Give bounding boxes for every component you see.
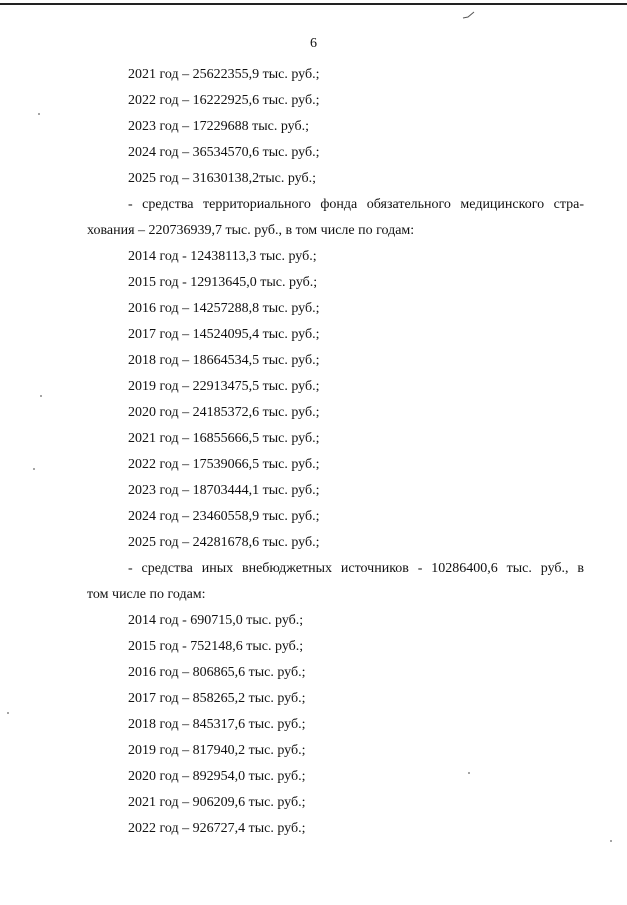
- list-item: 2014 год - 690715,0 тыс. руб.;: [128, 613, 304, 628]
- list-item: 2021 год – 16855666,5 тыс. руб.;: [128, 431, 320, 446]
- list-item: 2015 год - 752148,6 тыс. руб.;: [128, 639, 304, 654]
- list-item: 2020 год – 24185372,6 тыс. руб.;: [128, 405, 320, 420]
- paragraph-other-line-2: том числе по годам:: [87, 587, 206, 602]
- list-item: 2019 год – 817940,2 тыс. руб.;: [128, 743, 306, 758]
- list-item: 2017 год – 858265,2 тыс. руб.;: [128, 691, 306, 706]
- list-item: 2023 год – 17229688 тыс. руб.;: [128, 119, 309, 134]
- scan-speck: [610, 840, 612, 842]
- scan-speck: [40, 395, 42, 397]
- paragraph-tfoms-line-2: хования – 220736939,7 тыс. руб., в том числе по годам:: [87, 223, 415, 238]
- list-item: 2022 год – 16222925,6 тыс. руб.;: [128, 93, 320, 108]
- scan-speck: [7, 712, 9, 714]
- list-item: 2022 год – 926727,4 тыс. руб.;: [128, 821, 306, 836]
- list-item: 2016 год – 806865,6 тыс. руб.;: [128, 665, 306, 680]
- list-item: 2018 год – 18664534,5 тыс. руб.;: [128, 353, 320, 368]
- scan-speck: [468, 772, 470, 774]
- list-item: 2025 год – 24281678,6 тыс. руб.;: [128, 535, 320, 550]
- list-item: 2021 год – 906209,6 тыс. руб.;: [128, 795, 306, 810]
- paragraph-other-line-1: - средства иных внебюджетных источников - 10286400,6 тыс. руб., в: [128, 561, 584, 576]
- scan-speck: [33, 468, 35, 470]
- list-item: 2020 год – 892954,0 тыс. руб.;: [128, 769, 306, 784]
- list-item: 2023 год – 18703444,1 тыс. руб.;: [128, 483, 320, 498]
- list-item: 2024 год – 23460558,9 тыс. руб.;: [128, 509, 320, 524]
- list-item: 2021 год – 25622355,9 тыс. руб.;: [128, 67, 320, 82]
- list-item: 2022 год – 17539066,5 тыс. руб.;: [128, 457, 320, 472]
- list-item: 2016 год – 14257288,8 тыс. руб.;: [128, 301, 320, 316]
- list-item: 2015 год - 12913645,0 тыс. руб.;: [128, 275, 318, 290]
- list-item: 2019 год – 22913475,5 тыс. руб.;: [128, 379, 320, 394]
- page-number: 6: [310, 36, 317, 51]
- list-item: 2014 год - 12438113,3 тыс. руб.;: [128, 249, 317, 264]
- pen-mark-icon: [462, 10, 476, 20]
- list-item: 2017 год – 14524095,4 тыс. руб.;: [128, 327, 320, 342]
- scan-top-edge: [0, 3, 627, 5]
- scan-speck: [38, 113, 40, 115]
- list-item: 2018 год – 845317,6 тыс. руб.;: [128, 717, 306, 732]
- list-item: 2025 год – 31630138,2тыс. руб.;: [128, 171, 316, 186]
- paragraph-tfoms-line-1: - средства территориального фонда обязательного медицинского стра-: [128, 197, 584, 212]
- list-item: 2024 год – 36534570,6 тыс. руб.;: [128, 145, 320, 160]
